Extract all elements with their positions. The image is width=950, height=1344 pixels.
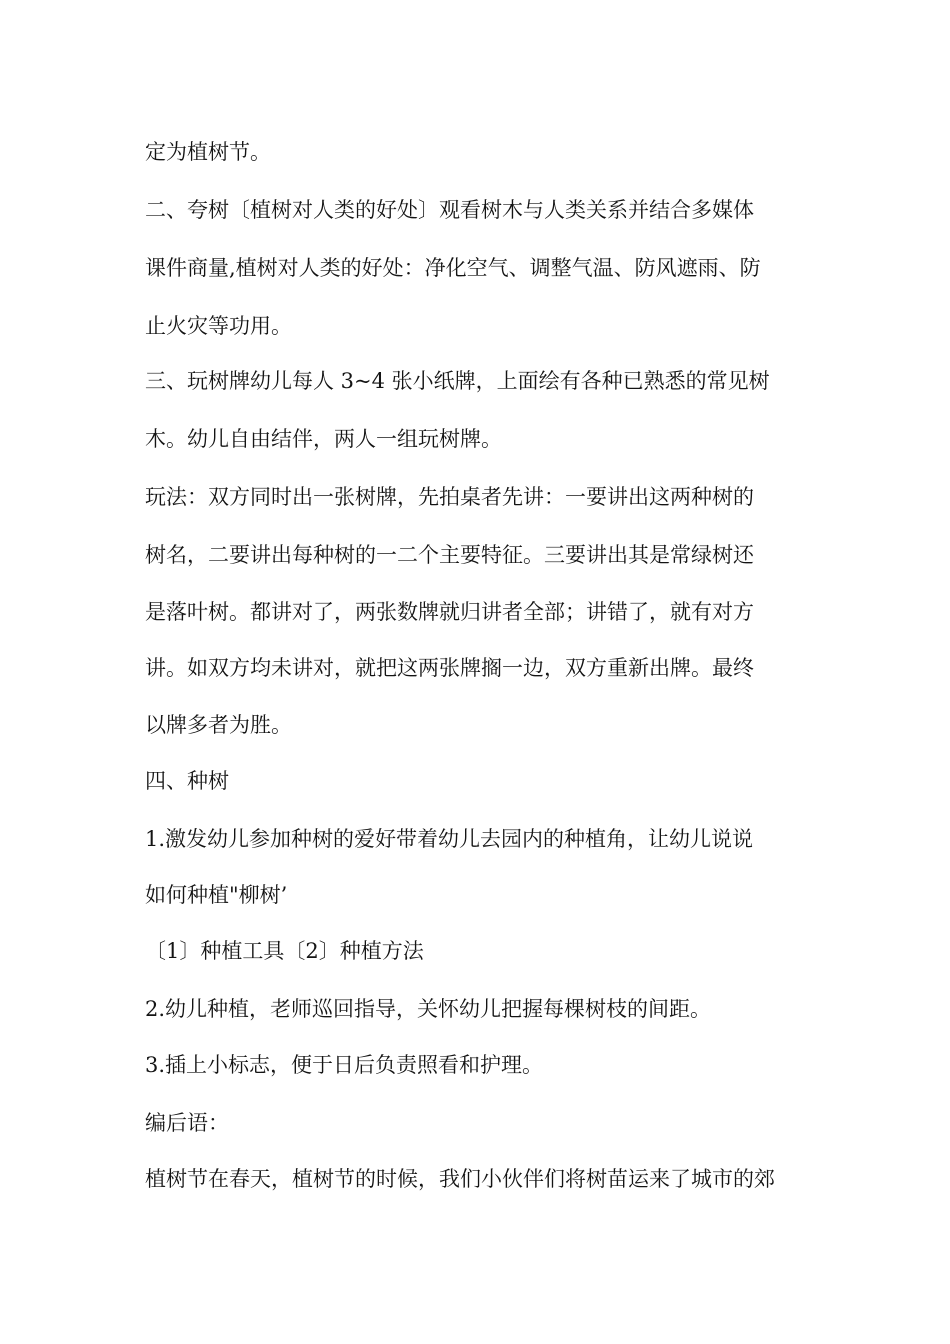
text-line-5: 三、玩树牌幼儿每人 3~4 张小纸牌，上面绘有各种已熟悉的常见树: [145, 369, 770, 393]
text-line-11: 以牌多者为胜。: [145, 713, 292, 737]
text-line-2: 二、夸树〔植树对人类的好处〕观看树木与人类关系并结合多媒体: [145, 198, 754, 222]
text-line-8: 树名，二要讲出每种树的一二个主要特征。三要讲出其是常绿树还: [145, 543, 754, 567]
text-line-3: 课件商量,植树对人类的好处：净化空气、调整气温、防风遮雨、防: [145, 256, 761, 280]
text-line-7: 玩法：双方同时出一张树牌，先拍桌者先讲：一要讲出这两种树的: [145, 485, 754, 509]
text-line-1: 定为植树节。: [145, 140, 271, 164]
text-line-18: 编后语：: [145, 1111, 229, 1135]
text-line-14: 如何种植"柳树’: [145, 883, 288, 907]
text-line-9: 是落叶树。都讲对了，两张数牌就归讲者全部；讲错了，就有对方: [145, 600, 754, 624]
text-line-6: 木。幼儿自由结伴，两人一组玩树牌。: [145, 427, 502, 451]
text-line-13: 1.激发幼儿参加种树的爱好带着幼儿去园内的种植角，让幼儿说说: [145, 827, 754, 851]
text-line-4: 止火灾等功用。: [145, 314, 292, 338]
text-line-19: 植树节在春天，植树节的时候，我们小伙伴们将树苗运来了城市的郊: [145, 1167, 775, 1191]
text-line-10: 讲。如双方均未讲对，就把这两张牌搁一边，双方重新出牌。最终: [145, 656, 754, 680]
text-line-15: 〔1〕种植工具〔2〕种植方法: [145, 939, 424, 963]
text-line-17: 3.插上小标志，便于日后负责照看和护理。: [145, 1053, 544, 1077]
text-line-12: 四、种树: [145, 769, 229, 793]
text-line-16: 2.幼儿种植，老师巡回指导，关怀幼儿把握每棵树枝的间距。: [145, 997, 712, 1021]
